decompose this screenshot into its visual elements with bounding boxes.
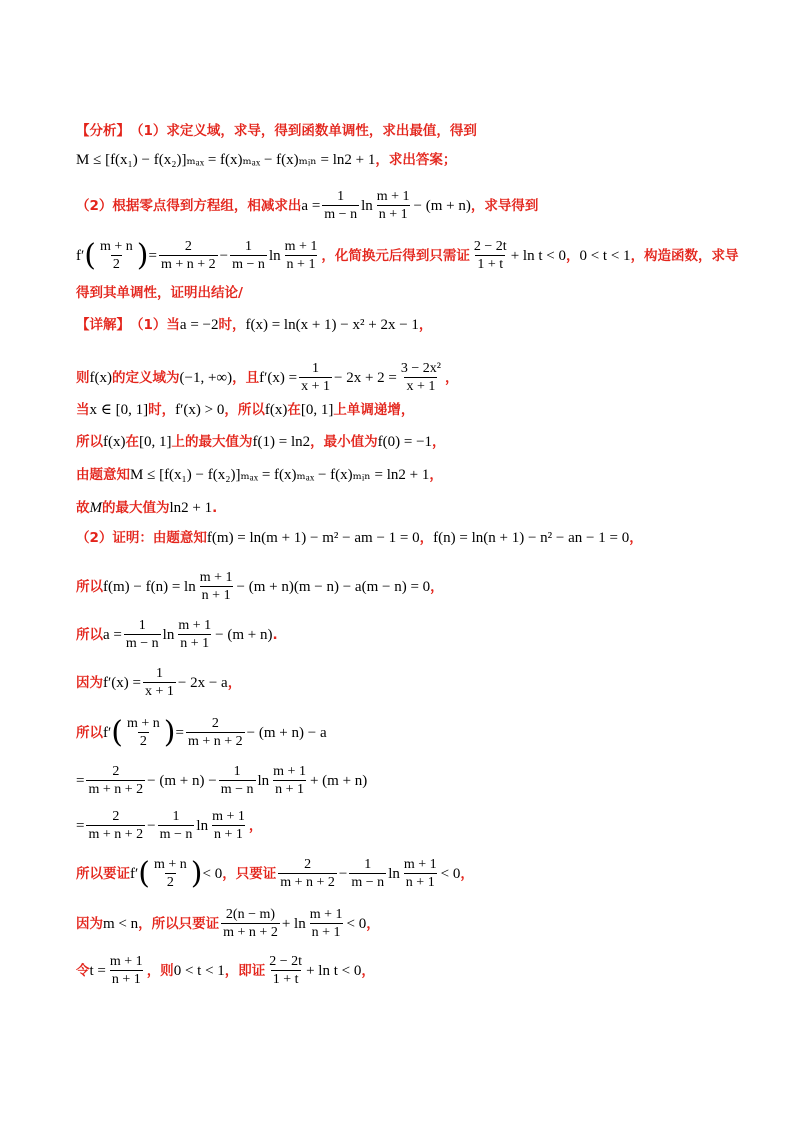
- fraction: [125, 715, 162, 750]
- math-text: =: [76, 772, 85, 789]
- analysis-part1-label: （1）: [130, 123, 167, 139]
- fraction-numerator: m + 1: [212, 809, 245, 824]
- math-text: + (m + n): [309, 772, 368, 789]
- fraction-denominator: m + n + 2: [88, 827, 144, 842]
- fraction: [221, 906, 280, 941]
- red-text: ，: [418, 317, 433, 333]
- fraction-numerator: m + n: [100, 239, 133, 254]
- red-text: 所以: [76, 724, 103, 741]
- fraction-denominator: m + n + 2: [187, 734, 243, 749]
- fraction-denominator: n + 1: [275, 782, 305, 797]
- fraction: [472, 238, 509, 273]
- fraction: [399, 360, 443, 395]
- fraction-denominator: n + 1: [214, 827, 243, 842]
- math-text: f(x) = ln(x + 1) − x² + 2x − 1: [245, 317, 419, 333]
- red-text: 在: [287, 402, 301, 418]
- paren-close: ): [163, 714, 176, 750]
- analysis-line-2: [76, 150, 456, 170]
- fraction-numerator: 1: [312, 361, 320, 376]
- math-text: a =: [103, 626, 122, 643]
- red-text: 证明：由题意知: [112, 530, 207, 546]
- math-text: < 0: [440, 865, 461, 882]
- red-text: ，: [429, 467, 443, 483]
- fraction: [186, 715, 245, 750]
- detail-part1-label: （1）: [130, 317, 167, 333]
- fraction: [86, 763, 145, 798]
- fraction-denominator: x + 1: [301, 379, 330, 394]
- fraction-numerator: 2 − 2t: [473, 239, 507, 254]
- detail-line-4: [76, 432, 446, 452]
- math-text: t =: [89, 962, 106, 979]
- fraction-numerator: 1: [364, 857, 372, 872]
- red-text: 因为: [76, 915, 103, 932]
- math-text: f(n) = ln(n + 1) − n² − an − 1 = 0: [433, 530, 630, 546]
- detail-line-10: [76, 665, 241, 700]
- math-text: M: [89, 500, 102, 516]
- math-text: −: [147, 817, 156, 834]
- math-text: < 0: [202, 865, 223, 882]
- fraction: [278, 856, 337, 891]
- fraction-denominator: m − n: [232, 257, 265, 272]
- red-text: 上单调递增，: [333, 402, 415, 418]
- fraction-denominator: n + 1: [311, 925, 341, 940]
- math-text: − 2x − a: [177, 674, 228, 691]
- red-text: .: [272, 626, 278, 643]
- fraction-numerator: 1: [172, 809, 180, 824]
- math-text: f′: [130, 865, 139, 882]
- red-text: ，只要证: [222, 865, 277, 882]
- math-text: + ln t < 0: [510, 247, 566, 264]
- red-text: ，即证: [224, 962, 266, 979]
- detail-line-16: [76, 953, 375, 988]
- fraction: [159, 238, 218, 273]
- analysis-part2-label: （2）: [76, 197, 113, 214]
- math-text: ln: [257, 772, 270, 789]
- math-text: − 2x + 2 =: [334, 369, 397, 386]
- fraction-denominator: m + n + 2: [88, 782, 144, 797]
- fraction-denominator: m − n: [351, 875, 385, 890]
- red-text: 故: [76, 500, 90, 516]
- red-text: 所以: [76, 578, 103, 595]
- analysis-line-1: [76, 121, 477, 141]
- math-text: M ≤ [f(x₁) − f(x₂)]ₘₐₓ = f(x)ₘₐₓ − f(x)ₘᵢₙ = ln2 + 1: [130, 467, 430, 483]
- detail-line-3: [76, 400, 414, 420]
- analysis-label: 【分析】: [76, 123, 130, 139]
- red-text: ，: [248, 817, 263, 834]
- fraction: [124, 617, 161, 652]
- detail-part2-label: （2）: [76, 530, 113, 546]
- fraction-denominator: m − n: [220, 782, 254, 797]
- paren-open: (: [84, 237, 96, 273]
- fraction-denominator: m + n + 2: [160, 257, 216, 272]
- fraction-numerator: m + 1: [403, 857, 437, 872]
- math-text: − (m + n): [413, 197, 471, 214]
- fraction-numerator: m + 1: [376, 189, 410, 204]
- fraction-numerator: 2 − 2t: [269, 954, 303, 969]
- fraction-numerator: m + 1: [273, 764, 306, 779]
- detail-line-14: [76, 856, 474, 891]
- math-text: f(x): [103, 434, 126, 450]
- red-text: ，: [432, 434, 446, 450]
- red-text: 时，: [148, 402, 176, 418]
- paren-close: ): [190, 855, 203, 891]
- fraction-denominator: n + 1: [286, 257, 316, 272]
- red-text: ，所以: [224, 402, 265, 418]
- paren-open: (: [138, 855, 150, 891]
- fraction: [210, 808, 247, 843]
- analysis-part1-text: 求定义域，求导，得到函数单调性，求出最值，得到: [166, 123, 477, 139]
- fraction-denominator: m + n + 2: [280, 875, 335, 890]
- fraction: [375, 188, 412, 223]
- fraction: [308, 906, 345, 941]
- fraction: [271, 763, 308, 798]
- fraction-numerator: m + 1: [178, 618, 212, 633]
- analysis-part1-formula: M ≤ [f(x₁) − f(x₂)]ₘₐₓ = f(x)ₘₐₓ − f(x)ₘᵢₙ = ln2 + 1: [76, 152, 376, 168]
- fraction-denominator: 2: [139, 734, 147, 749]
- fraction: [299, 360, 332, 395]
- math-text: + ln t < 0: [306, 962, 362, 979]
- red-text: ，且: [232, 369, 260, 386]
- fraction-denominator: 2: [166, 875, 174, 890]
- math-text: f′(x) > 0: [175, 402, 225, 418]
- fraction-numerator: 1: [337, 189, 345, 204]
- detail-line-8: [76, 569, 444, 604]
- red-text: 在: [125, 434, 139, 450]
- analysis-part2-text: 根据零点得到方程组，相减求出: [112, 197, 302, 214]
- red-text: 当: [166, 317, 180, 333]
- fraction-denominator: n + 1: [201, 588, 231, 603]
- math-text: ln: [268, 247, 281, 264]
- red-text: 所以: [76, 626, 103, 643]
- fraction-numerator: 2: [211, 716, 219, 731]
- math-text: ln2 + 1: [169, 500, 213, 516]
- red-text: ，: [227, 674, 242, 691]
- fraction-denominator: m + n + 2: [223, 925, 278, 940]
- red-text: ，: [460, 865, 474, 882]
- math-text: −: [338, 865, 348, 882]
- red-text: ，则: [146, 962, 174, 979]
- red-text: 因为: [76, 674, 103, 691]
- red-text: 所以: [76, 434, 103, 450]
- detail-line-15: [76, 906, 380, 941]
- math-text: f(x): [264, 402, 288, 418]
- fraction-numerator: 2: [112, 764, 120, 779]
- analysis-line-3: [76, 188, 538, 223]
- detail-line-13: [76, 808, 262, 843]
- fraction-denominator: 1 + t: [272, 972, 299, 987]
- paren-open: (: [111, 714, 123, 750]
- fraction-numerator: 2: [112, 809, 120, 824]
- math-text: a =: [301, 197, 321, 214]
- fraction-numerator: 1: [233, 764, 241, 779]
- math-text: =: [76, 817, 85, 834]
- math-text: + ln: [281, 915, 306, 932]
- fraction-denominator: m − n: [125, 636, 159, 651]
- math-text: ln: [388, 865, 400, 882]
- fraction-numerator: 2(n − m): [225, 907, 276, 922]
- detail-line-12: [76, 763, 367, 798]
- fraction-numerator: m + n: [154, 857, 187, 872]
- fraction-denominator: n + 1: [180, 636, 210, 651]
- red-text: ，最小值为: [310, 434, 378, 450]
- math-text: m < n: [103, 915, 139, 932]
- math-text: [0, 1]: [139, 434, 172, 450]
- fraction: [98, 238, 135, 273]
- detail-line-2: [76, 360, 458, 395]
- detail-line-1: [76, 315, 432, 335]
- detail-line-7: [76, 528, 643, 548]
- fraction: [322, 188, 359, 223]
- fraction-denominator: n + 1: [405, 875, 435, 890]
- math-text: f′: [76, 247, 85, 264]
- fraction: [198, 569, 235, 604]
- fraction-numerator: m + n: [127, 716, 160, 731]
- fraction: [108, 953, 145, 988]
- math-text: 0 < t < 1: [173, 962, 225, 979]
- detail-label: 【详解】: [76, 317, 130, 333]
- red-text: 由题意知: [76, 467, 130, 483]
- analysis-part2-end: ，求导得到: [470, 197, 539, 214]
- fraction-denominator: x + 1: [406, 379, 436, 394]
- math-text: f′: [103, 724, 112, 741]
- math-text: ln: [162, 626, 175, 643]
- fraction-numerator: m + 1: [309, 907, 343, 922]
- math-text: [0, 1]: [300, 402, 334, 418]
- detail-line-5: [76, 465, 443, 485]
- fraction-numerator: 1: [138, 618, 146, 633]
- fraction-denominator: x + 1: [144, 684, 174, 699]
- fraction-numerator: 2: [304, 857, 312, 872]
- fraction: [219, 763, 256, 798]
- red-text: 令: [76, 962, 90, 979]
- math-text: f(m) = ln(m + 1) − m² − am − 1 = 0: [206, 530, 420, 546]
- fraction-numerator: m + 1: [109, 954, 143, 969]
- fraction: [152, 856, 189, 891]
- red-text: 则: [76, 369, 90, 386]
- analysis-part3-comma: ，: [565, 247, 580, 264]
- fraction: [176, 617, 213, 652]
- fraction: [230, 238, 267, 273]
- math-text: a = −2: [179, 317, 219, 333]
- fraction-denominator: n + 1: [111, 972, 141, 987]
- detail-line-9: [76, 617, 278, 652]
- math-text: − (m + n): [215, 626, 273, 643]
- red-text: ，: [361, 962, 375, 979]
- fraction: [143, 665, 176, 700]
- detail-line-6: [76, 498, 217, 518]
- red-text: .: [212, 500, 218, 516]
- analysis-part3-text2: ，构造函数，求导: [630, 247, 739, 264]
- detail-line-11: [76, 715, 327, 750]
- analysis-line-4: [76, 238, 739, 273]
- fraction: [267, 953, 304, 988]
- red-text: ，: [366, 915, 380, 932]
- fraction-denominator: m − n: [324, 207, 358, 222]
- red-text: ，: [430, 578, 444, 595]
- fraction: [158, 808, 195, 843]
- fraction: [402, 856, 439, 891]
- fraction-numerator: 3 − 2x²: [400, 361, 441, 376]
- math-text: 0 < t < 1: [579, 247, 631, 264]
- fraction-numerator: 1: [155, 666, 163, 681]
- fraction-denominator: m − n: [159, 827, 193, 842]
- math-text: f(x): [89, 369, 112, 386]
- math-text: =: [175, 724, 184, 741]
- math-text: − (m + n) − a: [246, 724, 327, 741]
- analysis-part3-continuation: 得到其单调性，证明出结论/: [76, 285, 243, 301]
- fraction: [283, 238, 320, 273]
- analysis-part1-end: ，求出答案；: [375, 152, 457, 168]
- math-text: −: [219, 247, 229, 264]
- fraction-numerator: 2: [184, 239, 192, 254]
- math-text: ln: [196, 817, 209, 834]
- math-text: f′(x) =: [259, 369, 298, 386]
- analysis-line-5: [76, 283, 243, 303]
- fraction-numerator: m + 1: [284, 239, 318, 254]
- math-text: f(1) = ln2: [252, 434, 311, 450]
- analysis-part3-text1: ，化简换元后得到只需证: [321, 247, 470, 264]
- math-text: =: [148, 247, 157, 264]
- red-text: 所以要证: [76, 865, 130, 882]
- fraction-denominator: 1 + t: [477, 257, 504, 272]
- red-text: ，: [444, 369, 459, 386]
- fraction-denominator: 2: [112, 257, 120, 272]
- math-text: − (m + n)(m − n) − a(m − n) = 0: [236, 578, 431, 595]
- red-text: 的定义域为: [112, 369, 180, 386]
- red-text: 时，: [218, 317, 246, 333]
- red-text: 当: [76, 402, 90, 418]
- fraction: [86, 808, 145, 843]
- red-text: 上的最大值为: [171, 434, 253, 450]
- paren-close: ): [136, 237, 149, 273]
- math-text: < 0: [346, 915, 367, 932]
- fraction-numerator: 1: [245, 239, 253, 254]
- math-text: f′(x) =: [103, 674, 141, 691]
- math-text: (−1, +∞): [179, 369, 233, 386]
- math-text: f(m) − f(n) = ln: [103, 578, 196, 595]
- red-text: ，: [629, 530, 643, 546]
- math-text: f(0) = −1: [377, 434, 433, 450]
- red-text: ，: [419, 530, 434, 546]
- math-text: ln: [361, 197, 373, 214]
- fraction-numerator: m + 1: [199, 570, 233, 585]
- red-text: ，所以只要证: [138, 915, 220, 932]
- fraction-denominator: n + 1: [378, 207, 408, 222]
- fraction: [349, 856, 386, 891]
- red-text: 的最大值为: [102, 500, 170, 516]
- math-text: − (m + n) −: [147, 772, 217, 789]
- math-text: x ∈ [0, 1]: [89, 402, 149, 418]
